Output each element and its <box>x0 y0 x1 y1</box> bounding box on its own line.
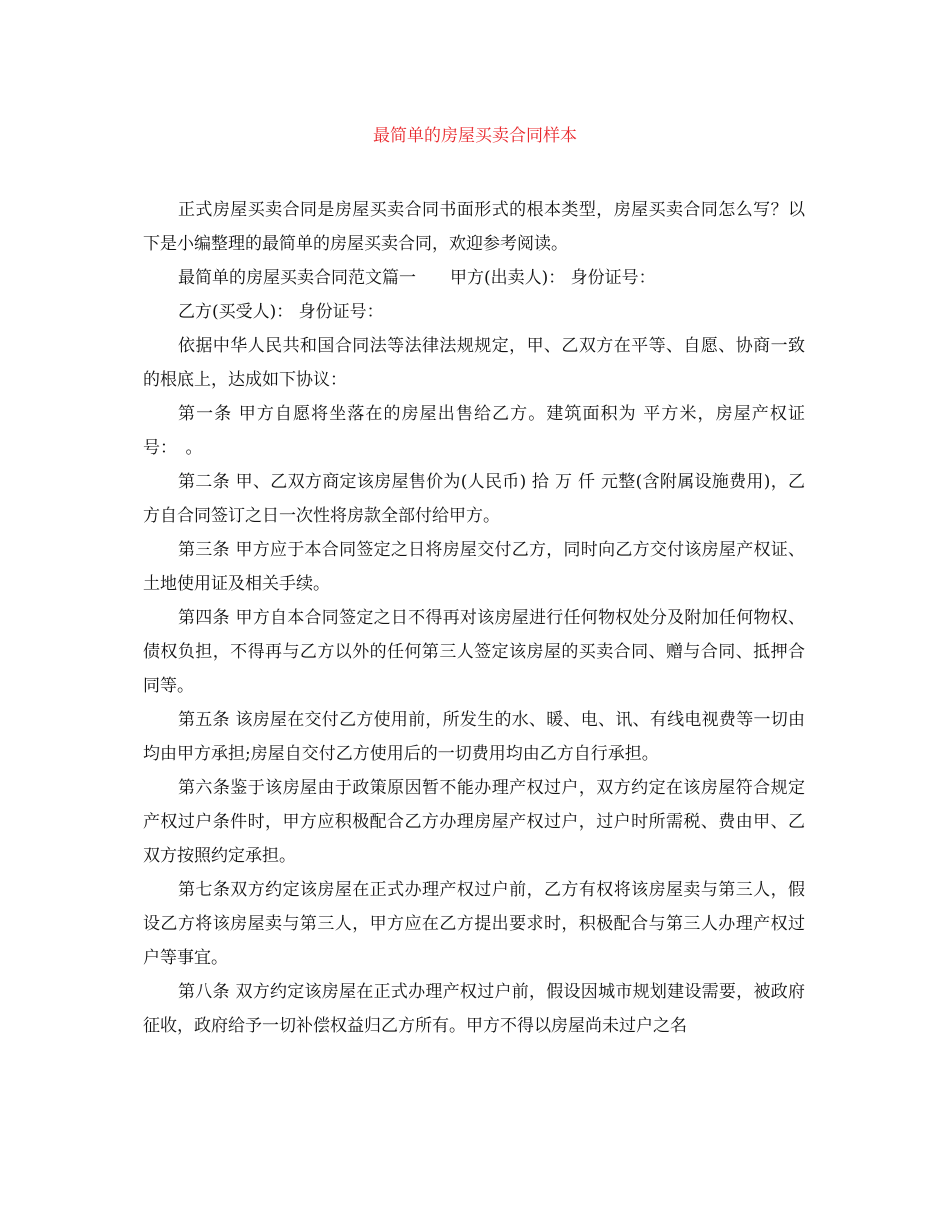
paragraph-article-4: 第四条 甲方自本合同签定之日不得再对该房屋进行任何物权处分及附加任何物权、债权负担，不得再与乙方以外的任何第三人签定该房屋的买卖合同、赠与合同、抵押合同等。 <box>143 608 805 696</box>
paragraph-article-3: 第三条 甲方应于本合同签定之日将房屋交付乙方，同时向乙方交付该房屋产权证、土地使用证及相关手续。 <box>143 540 805 594</box>
paragraph-party-b: 乙方(买受人)： 身份证号： <box>178 302 384 322</box>
paragraph-article-7: 第七条双方约定该房屋在正式办理产权过户前，乙方有权将该房屋卖与第三人，假设乙方将该房屋卖与第三人，甲方应在乙方提出要求时，积极配合与第三人办理产权过户等事宜。 <box>143 880 805 968</box>
document-body <box>143 193 805 1043</box>
paragraph-article-6: 第六条鉴于该房屋由于政策原因暂不能办理产权过户，双方约定在该房屋符合规定产权过户条件时，甲方应积极配合乙方办理房屋产权过户，过户时所需税、费由甲、乙双方按照约定承担。 <box>143 778 805 866</box>
paragraph-intro: 正式房屋买卖合同是房屋买卖合同书面形式的根本类型，房屋买卖合同怎么写？以下是小编整理的最简单的房屋买卖合同，欢迎参考阅读。 <box>143 200 805 254</box>
paragraph-article-2: 第二条 甲、乙双方商定该房屋售价为(人民币) 拾 万 仟 元整(含附属设施费用)，乙方自合同签订之日一次性将房款全部付给甲方。 <box>143 472 806 526</box>
document-title: 最简单的房屋买卖合同样本 <box>373 126 577 146</box>
paragraph-party-a: 最简单的房屋买卖合同范文篇一 甲方(出卖人)： 身份证号： <box>178 268 656 288</box>
paragraph-article-8: 第八条 双方约定该房屋在正式办理产权过户前，假设因城市规划建设需要，被政府征收，政府给予一切补偿权益归乙方所有。甲方不得以房屋尚未过户之名 <box>143 982 805 1036</box>
paragraph-article-1: 第一条 甲方自愿将坐落在的房屋出售给乙方。建筑面积为 平方米，房屋产权证号： 。 <box>143 404 805 458</box>
paragraph-preamble: 依据中华人民共和国合同法等法律法规规定，甲、乙双方在平等、自愿、协商一致的根底上，达成如下协议： <box>143 336 805 390</box>
paragraph-article-5: 第五条 该房屋在交付乙方使用前，所发生的水、暖、电、讯、有线电视费等一切由均由甲方承担;房屋自交付乙方使用后的一切费用均由乙方自行承担。 <box>143 710 805 764</box>
